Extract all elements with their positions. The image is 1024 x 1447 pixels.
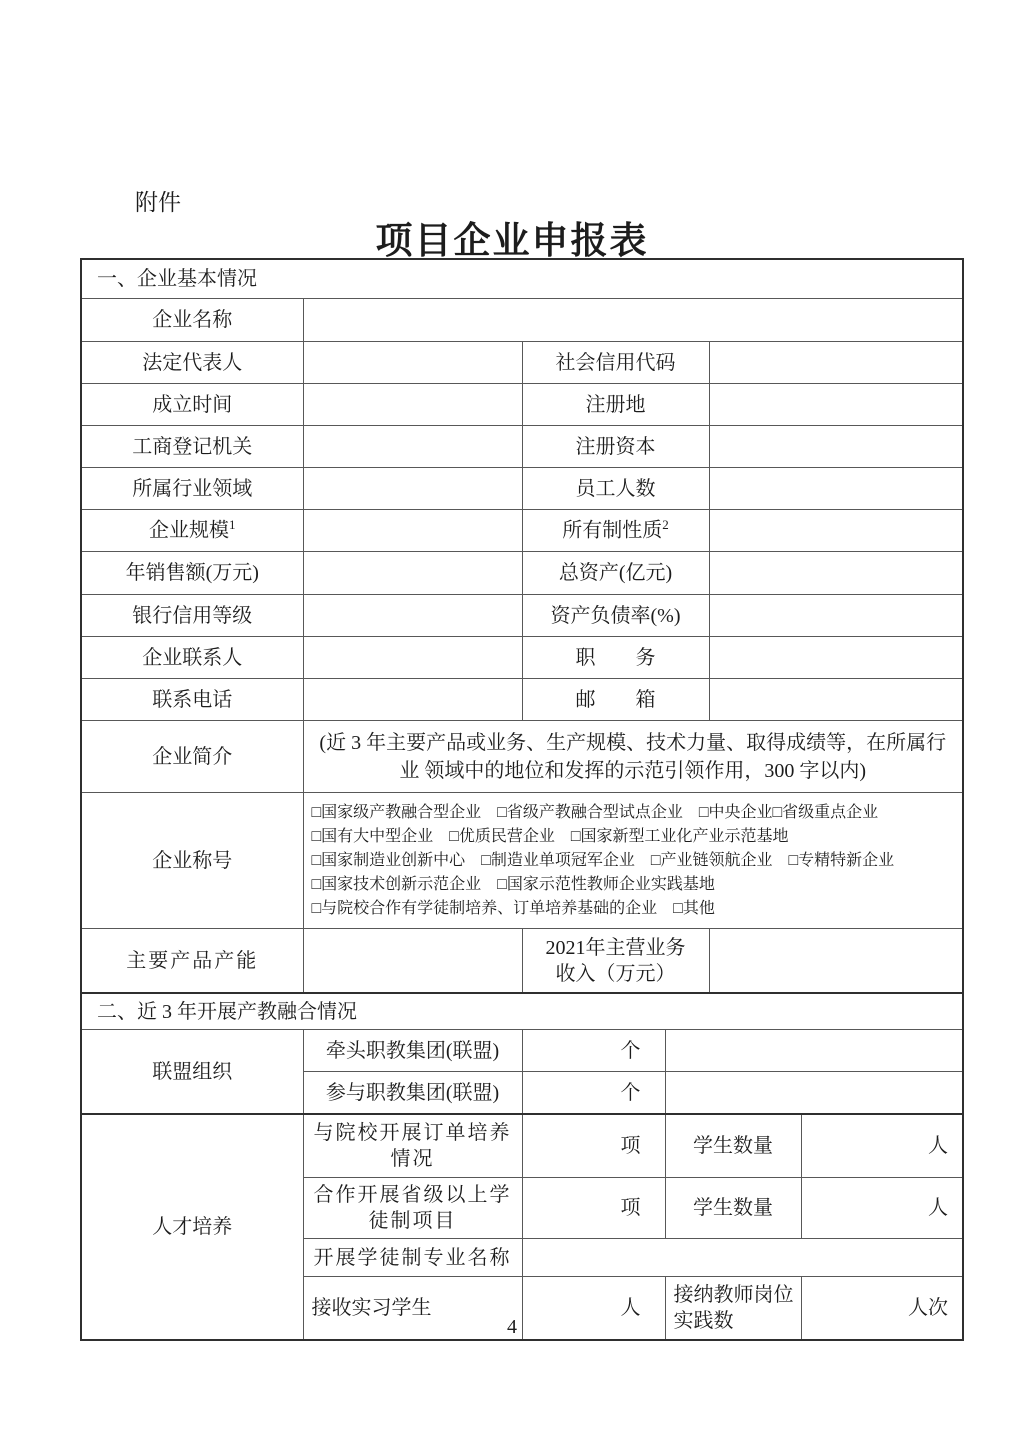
social-credit-code-field: [709, 342, 963, 384]
table-row: [81, 552, 963, 595]
social-credit-code-label: 社会信用代码: [522, 342, 709, 384]
table-row: [81, 721, 963, 793]
join-vocational-group-unit: 个: [522, 1072, 665, 1115]
annual-sales-label: 年销售额(万元): [81, 552, 303, 595]
table-row: [81, 595, 963, 637]
lead-vocational-group-field: [665, 1030, 963, 1072]
company-contact-field: [303, 637, 522, 679]
talent-training-label: 人才培养: [81, 1114, 303, 1340]
title-option-line: □国家级产教融合型企业 □省级产教融合型试点企业 □中央企业□省级重点企业: [311, 803, 879, 821]
revenue-2021-field: [709, 929, 963, 994]
order-training-unit: 项: [522, 1114, 665, 1178]
table-row: [81, 299, 963, 342]
employee-count-label: 员工人数: [522, 468, 709, 510]
table-row: [81, 637, 963, 679]
asset-liability-ratio-label: 资产负债率(%): [522, 595, 709, 637]
employee-count-field: [709, 468, 963, 510]
interns-received-label: 接收实习学生: [303, 1277, 522, 1341]
page-number: 4: [507, 1316, 517, 1338]
bank-credit-rating-field: [303, 595, 522, 637]
title-option-line: □国家制造业创新中心 □制造业单项冠军企业 □产业链领航企业 □专精特新企业: [311, 851, 895, 869]
legal-representative-field: [303, 342, 522, 384]
table-row: [81, 679, 963, 721]
page-title: 项目企业申报表: [375, 221, 649, 262]
email-field: [709, 679, 963, 721]
section2-header: 二、近 3 年开展产教融合情况: [81, 993, 963, 1030]
establishment-date-label: 成立时间: [81, 384, 303, 426]
company-name-field: [303, 299, 963, 342]
contact-phone-field: [303, 679, 522, 721]
bank-credit-rating-label: 银行信用等级: [81, 595, 303, 637]
enterprise-scale-label: 企业规模$^1$: [81, 510, 303, 552]
apprenticeship-majors-field: [522, 1239, 963, 1277]
main-product-capacity-field: [303, 929, 522, 994]
registered-capital-field: [709, 426, 963, 468]
table-row: [81, 259, 963, 299]
company-name-label: 企业名称: [81, 299, 303, 342]
contact-phone-label: 联系电话: [81, 679, 303, 721]
ownership-type-field: [709, 510, 963, 552]
title-option-line: □国家技术创新示范企业 □国家示范性教师企业实践基地: [311, 875, 715, 893]
alliance-organization-label: 联盟组织: [81, 1030, 303, 1115]
ownership-type-label: 所有制性质$^2$: [522, 510, 709, 552]
company-profile-hint: (近 3 年主要产品或业务、生产规模、技术力量、取得成绩等，在所属行业 领域中的地位和发挥的示范引领作用，300 字以内): [303, 721, 963, 793]
registered-place-label: 注册地: [522, 384, 709, 426]
registration-authority-label: 工商登记机关: [81, 426, 303, 468]
enterprise-titles-label: 企业称号: [81, 793, 303, 929]
teacher-practice-unit: 人次: [801, 1277, 963, 1341]
revenue-2021-label: 2021年主营业务收入（万元）: [522, 929, 709, 994]
apprenticeship-students-unit: 人: [801, 1178, 963, 1239]
registered-capital-label: 注册资本: [522, 426, 709, 468]
join-vocational-group-label: 参与职教集团(联盟): [303, 1072, 522, 1115]
title-option-line: □国有大中型企业 □优质民营企业 □国家新型工业化产业示范基地: [311, 827, 789, 845]
apprenticeship-project-label: 合作开展省级以上学徒制项目: [303, 1178, 522, 1239]
table-row: [81, 384, 963, 426]
table-row: [81, 510, 963, 552]
email-label: 邮 箱: [522, 679, 709, 721]
company-contact-label: 企业联系人: [81, 637, 303, 679]
enterprise-titles-options: [303, 793, 963, 929]
annual-sales-field: [303, 552, 522, 595]
company-profile-label: 企业简介: [81, 721, 303, 793]
enterprise-scale-field: [303, 510, 522, 552]
table-row: [81, 793, 963, 929]
total-assets-field: [709, 552, 963, 595]
interns-received-unit: 人: [522, 1277, 665, 1341]
footnote-ref-2: 2: [662, 517, 669, 533]
section1-header: 一、企业基本情况: [81, 259, 963, 299]
application-form-table: [80, 258, 964, 1341]
apprenticeship-project-unit: 项: [522, 1178, 665, 1239]
apprenticeship-students-label: 学生数量: [665, 1178, 801, 1239]
table-row: [81, 426, 963, 468]
industry-sector-field: [303, 468, 522, 510]
join-vocational-group-field: [665, 1072, 963, 1115]
lead-vocational-group-unit: 个: [522, 1030, 665, 1072]
asset-liability-ratio-field: [709, 595, 963, 637]
order-training-label: 与院校开展订单培养情况: [303, 1114, 522, 1178]
table-row: [81, 1114, 963, 1178]
footnote-ref-1: 1: [229, 517, 236, 533]
industry-sector-label: 所属行业领域: [81, 468, 303, 510]
position-label: 职 务: [522, 637, 709, 679]
main-product-capacity-label: 主要产品产能: [81, 929, 303, 994]
position-field: [709, 637, 963, 679]
teacher-practice-label: 接纳教师岗位实践数: [665, 1277, 801, 1341]
total-assets-label: 总资产(亿元): [522, 552, 709, 595]
establishment-date-field: [303, 384, 522, 426]
apprenticeship-majors-label: 开展学徒制专业名称: [303, 1239, 522, 1277]
order-training-students-label: 学生数量: [665, 1114, 801, 1178]
legal-representative-label: 法定代表人: [81, 342, 303, 384]
lead-vocational-group-label: 牵头职教集团(联盟): [303, 1030, 522, 1072]
title-option-line: □与院校合作有学徒制培养、订单培养基础的企业 □其他: [311, 899, 715, 917]
table-row: [81, 342, 963, 384]
table-row: [81, 929, 963, 994]
table-row: [81, 468, 963, 510]
registered-place-field: [709, 384, 963, 426]
attachment-label: 附件: [135, 190, 181, 215]
table-row: [81, 993, 963, 1030]
order-training-students-unit: 人: [801, 1114, 963, 1178]
table-row: [81, 1030, 963, 1072]
registration-authority-field: [303, 426, 522, 468]
